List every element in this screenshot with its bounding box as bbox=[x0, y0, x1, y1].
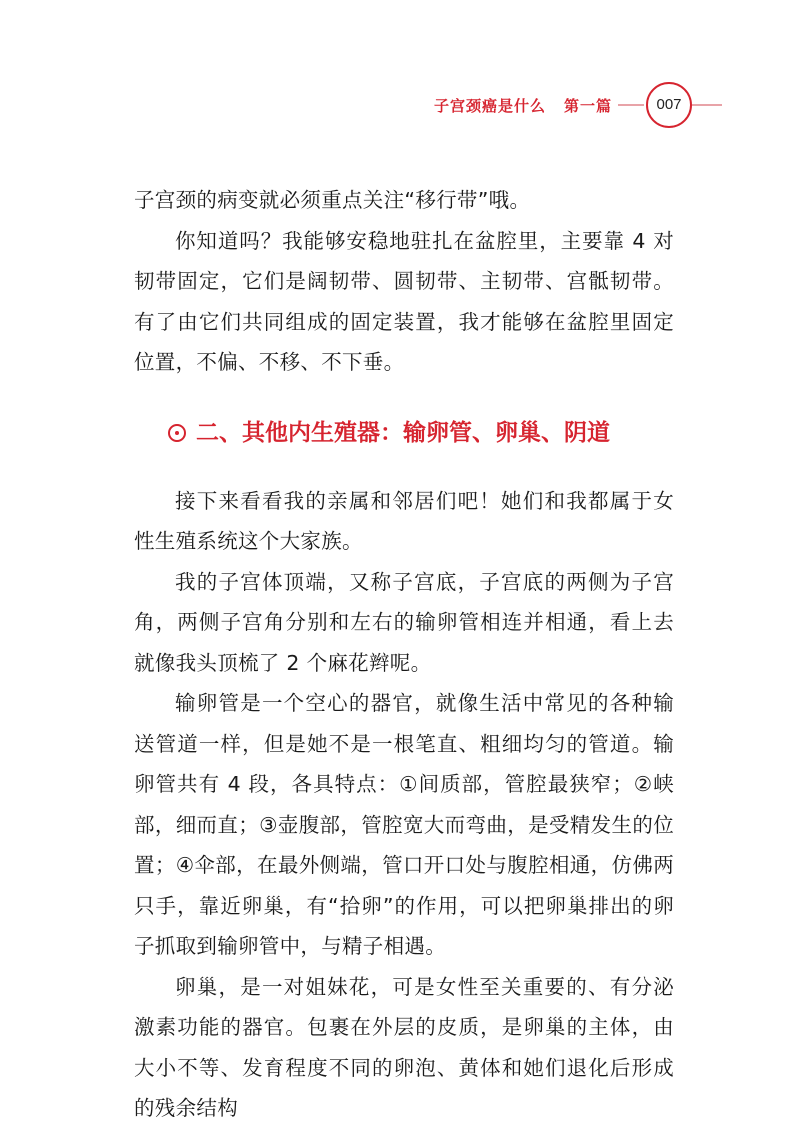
page-number-badge bbox=[646, 82, 692, 128]
header-rule bbox=[618, 104, 644, 106]
section-heading-text: 二、其他内生殖器：输卵管、卵巢、阴道 bbox=[196, 419, 610, 446]
paragraph: 卵巢，是一对姐妹花，可是女性至关重要的、有分泌激素功能的器官。包裹在外层的皮质，是卵巢的主体，由大小不等、发育程度不同的卵泡、黄体和她们退化后形成的残余结构 bbox=[134, 974, 674, 1120]
paragraph: 我的子宫体顶端，又称子宫底，子宫底的两侧为子宫角，两侧子宫角分别和左右的输卵管相连并相通，看上去就像我头顶梳了 2 个麻花辫呢。 bbox=[134, 569, 674, 675]
paragraph: 输卵管是一个空心的器官，就像生活中常见的各种输送管道一样，但是她不是一根笔直、粗细均匀的管道。输卵管共有 4 段，各具特点：①间质部，管腔最狭窄；②峡部，细而直；③壶腹部，管腔宽大而弯曲，是受精发生的位置；④伞部，在最外侧端，管口开口处与腹腔相通，仿佛两只手，靠近卵巢，有“拾卵”的作用，可以把卵巢排出的卵子抓取到输卵管中，与精子相遇。 bbox=[134, 691, 674, 958]
section-heading bbox=[168, 413, 674, 453]
running-header bbox=[434, 80, 692, 130]
header-tail-rule bbox=[692, 104, 722, 106]
paragraph: 接下来看看我的亲属和邻居们吧！她们和我都属于女性生殖系统这个大家族。 bbox=[134, 488, 674, 553]
paragraph-continued: 子宫颈的病变就必须重点关注“移行带”哦。 bbox=[134, 188, 531, 212]
circle-dot-icon bbox=[168, 424, 186, 442]
paragraph: 你知道吗？我能够安稳地驻扎在盆腔里，主要靠 4 对韧带固定，它们是阔韧带、圆韧带、主韧带、宫骶韧带。有了由它们共同组成的固定装置，我才能够在盆腔里固定位置，不偏、不移、不下垂。 bbox=[134, 228, 674, 374]
page-number: 007 bbox=[656, 96, 682, 113]
chapter-title: 子宫颈癌是什么 bbox=[433, 96, 546, 115]
page-body bbox=[134, 180, 674, 1129]
part-label: 第一篇 bbox=[563, 96, 612, 115]
